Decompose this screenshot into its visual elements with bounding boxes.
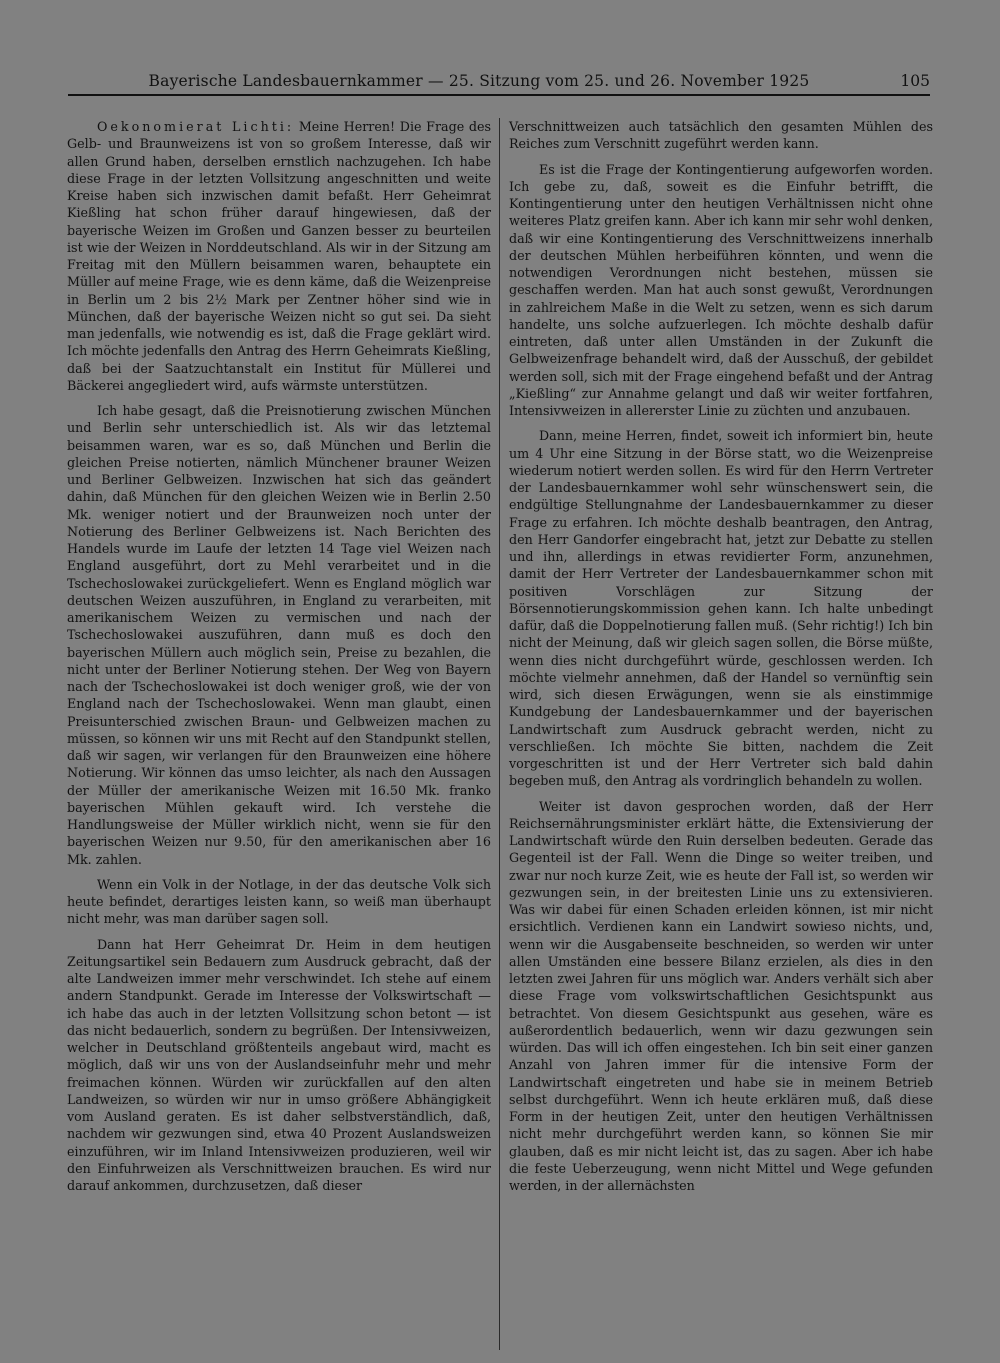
header-title: Bayerische Landesbauernkammer — 25. Sitzung vom 25. und 26. November 1925 xyxy=(148,72,810,90)
paragraph: Dann, meine Herren, findet, soweit ich informiert bin, heute um 4 Uhr eine Sitzung in der Börse statt, wo die Weizenpreise wiederum notiert werden sollen. Es wird für den Herrn Vertreter der Landesbauernkammer wohl sehr wünschenswert sein, die endgültige Stellungnahme der Landesbauernkammer zu dieser Frage zu erfahren. Ich möchte deshalb beantragen, den Antrag, den Herr Gandorfer eingebracht hat, jetzt zur Debatte zu stellen und ihn, allerdings in etwas revidierter Form, anzunehmen, damit der Herr Vertreter der Landesbauernkammer schon mit positiven Vorschlägen zur Sitzung der Börsennotierungskommission gehen kann. Ich halte unbedingt dafür, daß die Doppelnotierung fallen muß. (Sehr richtig!) Ich bin nicht der Meinung, daß wir gleich sagen sollen, die Börse müßte, wenn dies nicht durchgeführt würde, geschlossen werden. Ich möchte vielmehr annehmen, daß der Handel so vernünftig sein wird, sich diesen Erwägungen, wenn sie als einstimmige Kundgebung der Landesbauernkammer und der bayerischen Landwirtschaft zum Ausdruck gebracht werden, nicht zu verschließen. Ich möchte Sie bitten, nachdem die Zeit vorgeschritten ist und der Herr Vertreter sich bald dahin begeben muß, den Antrag als vordringlich behandeln zu wollen. xyxy=(509,428,933,789)
column-divider xyxy=(499,118,500,1350)
running-header xyxy=(68,70,930,96)
paragraph xyxy=(67,118,491,394)
page-number: 105 xyxy=(900,72,930,90)
right-column xyxy=(509,118,933,1350)
paragraph: Dann hat Herr Geheimrat Dr. Heim in dem heutigen Zeitungsartikel sein Bedauern zum Ausdruck gebracht, daß der alte Landweizen immer mehr verschwindet. Ich stehe auf einem andern Standpunkt. Gerade im Interesse der Volkswirtschaft — ich habe das auch in der letzten Vollsitzung schon betont — ist das nicht bedauerlich, sondern zu begrüßen. Der Intensivweizen, welcher in Deutschland größtenteils angebaut wird, macht es möglich, daß wir uns von der Auslandseinfuhr mehr und mehr freimachen können. Würden wir zurückfallen auf den alten Landweizen, so würden wir nur in umso größere Abhängigkeit vom Ausland geraten. Es ist daher selbstverständlich, daß, nachdem wir gezwungen sind, etwa 40 Prozent Auslandsweizen einzuführen, wir im Inland Intensivweizen produzieren, weil wir den Einfuhrweizen als Verschnittweizen brauchen. Es wird nur darauf ankommen, durchzusetzen, daß dieser xyxy=(67,936,491,1193)
paragraph: Weiter ist davon gesprochen worden, daß der Herr Reichsernährungsminister erklärt hätte, die Extensivierung der Landwirtschaft würde den Ruin derselben bedeuten. Gerade das Gegenteil ist der Fall. Wenn die Dinge so weiter treiben, und zwar nur noch kurze Zeit, wie es heute der Fall ist, so werden wir gezwungen sein, in der breitesten Linie uns zu extensivieren. Was wir dabei für einen Schaden erleiden können, ist mir nicht ersichtlich. Verdienen kann ein Landwirt sowieso nichts, und, wenn wir die Ausgabenseite beschneiden, so werden wir unter allen Umständen eine bessere Bilanz erzielen, als dies in den letzten zwei Jahren für uns möglich war. Anders verhält sich aber diese Frage vom volkswirtschaftlichen Gesichtspunkt aus betrachtet. Von diesem Gesichtspunkt aus gesehen, wäre es außerordentlich bedauerlich, wenn wir dazu gezwungen sein würden. Das will ich offen eingestehen. Ich bin seit einer ganzen Anzahl von Jahren immer für die intensive Form der Landwirtschaft eingetreten und habe sie in meinem Betrieb selbst durchgeführt. Wenn ich heute erklären muß, daß diese Form in der heutigen Zeit, unter den heutigen Verhältnissen nicht mehr durchgeführt werden kann, so können Sie mir glauben, daß es mir nicht leicht ist, das zu sagen. Aber ich habe die feste Ueberzeugung, wenn nicht Mittel und Wege gefunden werden, in der allernächsten xyxy=(509,798,934,1193)
paragraph: Wenn ein Volk in der Notlage, in der das deutsche Volk sich heute befindet, derartiges leisten kann, so weiß man überhaupt nicht mehr, was man darüber sagen soll. xyxy=(67,876,491,927)
paragraph: Es ist die Frage der Kontingentierung aufgeworfen worden. Ich gebe zu, daß, soweit es die Einfuhr betrifft, die Kontingentierung unter den heutigen Verhältnissen nicht ohne weiteres Platz greifen kann. Aber ich kann mir sehr wohl denken, daß wir eine Kontingentierung des Verschnittweizens innerhalb der deutschen Mühlen herbeiführen könnten, und wenn die notwendigen Verordnungen nicht bestehen, müssen sie geschaffen werden. Man hat auch sonst gewußt, Verordnungen in zahlreichem Maße in die Welt zu setzen, wenn es sich darum handelte, uns solche aufzuerlegen. Ich möchte deshalb dafür eintreten, daß unter allen Umständen in der Zukunft die Gelbweizenfrage behandelt wird, daß der Ausschuß, der gebildet werden soll, sich mit der Frage eingehend befaßt und der Antrag „Kießling“ zur Annahme gelangt und daß wir weiter fortfahren, Intensivweizen in allererster Linie zu züchten und anzubauen. xyxy=(509,161,933,418)
paragraph: Ich habe gesagt, daß die Preisnotierung zwischen München und Berlin sehr unterschiedlich ist. Als wir das letztemal beisammen waren, war es so, daß München und Berlin die gleichen Preise notierten, nämlich Münchener brauner Weizen und Berliner Gelbweizen. Inzwischen hat sich das geändert dahin, daß München für den gleichen Weizen wie in Berlin 2.50 Mk. weniger notiert und der Braunweizen noch unter der Notierung des Berliner Gelbweizens ist. Nach Berichten des Handels wurde im Laufe der letzten 14 Tage viel Weizen nach England ausgeführt, dort zu Mehl verarbeitet und in die Tschechoslowakei zurückgeliefert. Wenn es England möglich war deutschen Weizen auszuführen, in England zu verarbeiten, mit amerikanischem Weizen zu vermischen und nach der Tschechoslowakei auszuführen, dann muß es doch den bayerischen Müllern auch möglich sein, Preise zu bezahlen, die nicht unter der Berliner Notierung stehen. Der Weg von Bayern nach der Tschechoslowakei ist doch weniger groß, wie der von England nach der Tschechoslowakei. Wenn man glaubt, einen Preisunterschied zwischen Braun- und Gelbweizen machen zu müssen, so können wir uns mit Recht auf den Standpunkt stellen, daß wir sagen, wir verlangen für den Braunweizen eine höhere Notierung. Wir können das umso leichter, als nach den Aussagen der Müller der amerikanische Weizen mit 16.50 Mk. franko bayerischen Mühlen gekauft wird. Ich verstehe die Handlungsweise der Müller wirklich nicht, wenn sie für den bayerischen Weizen nur 9.50, für den amerikanischen aber 16 Mk. zahlen. xyxy=(67,403,491,867)
paragraph-text: Meine Herren! Die Frage des Gelb- und Braunweizens ist von so großem Interesse, daß wir allen Grund haben, derselben ernstlich nachzugehen. Ich habe diese Frage in der letzten Vollsitzung angeschnitten und weite Kreise haben sich inzwischen damit befaßt. Herr Geheimrat Kießling hat schon früher darauf hingewiesen, daß der bayerische Weizen im Großen und Ganzen besser zu beurteilen ist wie der Weizen in Norddeutschland. Als wir in der Sitzung am Freitag mit den Müllern beisammen waren, behauptete ein Müller auf meine Frage, wie es denn käme, daß die Weizenpreise in Berlin um 2 bis 2½ Mark per Zentner höher sind wie in München, daß der bayerische Weizen nicht so gut sei. Da sieht man jedenfalls, wie notwendig es ist, daß die Frage geklärt wird. Ich möchte jedenfalls den Antrag des Herrn Geheimrats Kießling, daß bei der Saatzuchtanstalt ein Institut für Müllerei und Bäckerei angegliedert wird, aufs wärmste unterstützen. xyxy=(67,119,491,393)
paragraph: Verschnittweizen auch tatsächlich den gesamten Mühlen des Reiches zum Verschnitt zugeführt werden kann. xyxy=(509,119,933,152)
speaker-name: Oekonomierat Lichti: xyxy=(97,119,295,134)
left-column xyxy=(67,118,491,1350)
